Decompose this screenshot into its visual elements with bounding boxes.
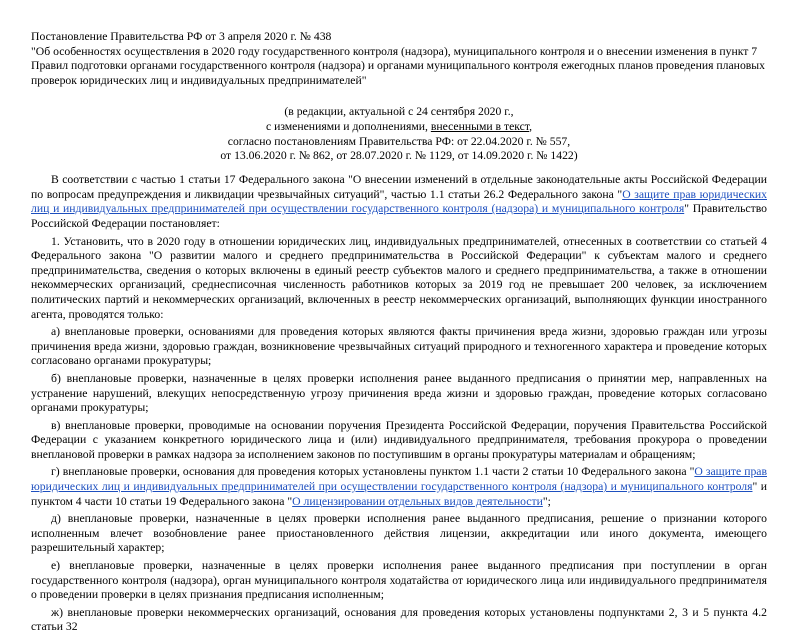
document-page	[31, 30, 767, 638]
law-link-licensing[interactable]: О лицензировании отдельных видов деятельности	[292, 494, 543, 508]
law-link-protection-rights-2[interactable]: О защите прав юридических лиц и индивидуальных предпринимателей при осуществлении государственного контроля (надзора) и муниципального контроля	[31, 465, 767, 494]
revision-line-2-suffix: ,	[529, 120, 533, 134]
paragraph-intro	[31, 173, 767, 231]
revision-line-2-text: с изменениями и дополнениями,	[265, 120, 431, 134]
document-body	[31, 173, 767, 635]
revision-line-2	[31, 120, 767, 135]
revision-note	[31, 105, 767, 164]
intro-text: В соответствии с частью 1 статьи 17 Федерального закона "О внесении изменений в отдельные законодательные акты Российской Федерации по вопросам предупреждения и ликвидации чрезвычайных ситуаций", частью 1.1 статьи 26.2 Федерального закона "	[31, 173, 767, 201]
paragraph-v: в) внеплановые проверки, проводимые на основании поручения Президента Российской Федерации, поручения Правительства Российской Федерации с указанием конкретного юридического лица и (или) индивидуального предпринимателя, требования прокурора о проведении внеплановой проверки в рамках надзора за исполнением законов по поступившим в органы прокуратуры материалам и обращениям;	[31, 418, 767, 461]
amendments-link[interactable]: внесенными в текст	[430, 120, 530, 134]
paragraph-zh: ж) внеплановые проверки некоммерческих организаций, основания для проведения которых установлены подпунктами 2, 3 и 5 пункта 4.2 статьи 32	[31, 605, 767, 634]
paragraph-g	[31, 465, 767, 509]
law-link-protection-rights[interactable]: О защите прав юридических лиц и индивидуальных предпринимателей при осуществлении государственного контроля (надзора) и муниципального контроля	[31, 187, 767, 216]
title-decree: Постановление Правительства РФ от 3 апреля 2020 г. № 438	[31, 30, 332, 43]
intro-text-end: " Правительство Российской Федерации постановляет:	[31, 202, 767, 230]
paragraph-b: б) внеплановые проверки, назначенные в целях проверки исполнения ранее выданного предписания о принятии мер, направленных на устранение нарушений, влекущих непосредственную угрозу причинения вреда жизни и здоровью граждан, проведение которых согласовано органами прокуратуры;	[31, 371, 767, 415]
revision-line-3: согласно постановлениям Правительства РФ: от 22.04.2020 г. № 557,	[227, 134, 571, 148]
paragraph-1: 1. Установить, что в 2020 году в отношении юридических лиц, индивидуальных предпринимателей, отнесенных в соответствии со статьей 4 Федерального закона "О развитии малого и среднего предпринимательства в Российской Федерации" к субъектам малого и среднего предпринимательства, сведения о которых включены в единый реестр субъектов малого и среднего предпринимательства, а также в отношении некоммерческих организаций, среднесписочная численность работников которых за 2019 год не превышает 200 человек, за исключением политических партий и некоммерческих организаций, включенных в реестр некоммерческих организаций, выполняющих функции иностранного агента, проводятся только:	[31, 234, 767, 321]
paragraph-d: д) внеплановые проверки, назначенные в целях проверки исполнения ранее выданного предписания, решение о признании которого исполненным влечет возобновление ранее приостановленного действия лицензии, аккредитации или иного документа, имеющего разрешительный характер;	[31, 512, 767, 555]
paragraph-e: е) внеплановые проверки, назначенные в целях проверки исполнения ранее выданного предписания при поступлении в орган государственного контроля (надзора), орган муниципального контроля ходатайства от юридического лица или индивидуального предпринимателя о проведении проверки в целях признания предписания исполненным;	[31, 559, 767, 602]
paragraph-g-text: г) внеплановые проверки, основания для проведения которых установлены пунктом 1.1 части 2 статьи 10 Федерального закона "	[51, 465, 695, 479]
paragraph-a: а) внеплановые проверки, основаниями для проведения которых являются факты причинения вреда жизни, здоровью граждан или угрозы причинения вреда жизни, здоровью граждан, возникновение чрезвычайных ситуаций природного и техногенного характера и проведение которых согласовано органами прокуратуры;	[31, 325, 767, 368]
revision-line-1: (в редакции, актуальной с 24 сентября 2020 г.,	[284, 105, 514, 119]
paragraph-g-text-end: ";	[542, 494, 551, 508]
paragraph-g-text-2: " и пунктом 4 части 10 статьи 19 Федерального закона "	[31, 480, 767, 508]
revision-line-4: от 13.06.2020 г. № 862, от 28.07.2020 г. № 1129, от 14.09.2020 г. № 1422)	[220, 149, 578, 163]
title-subject: "Об особенностях осуществления в 2020 году государственного контроля (надзора), муниципального контроля и о внесении изменения в пункт 7 Правил подготовки органами государственного контроля (надзора) и органами муниципального контроля ежегодных планов проведения плановых проверок юридических лиц и индивидуальных предпринимателей"	[31, 44, 765, 87]
document-title	[31, 30, 767, 88]
